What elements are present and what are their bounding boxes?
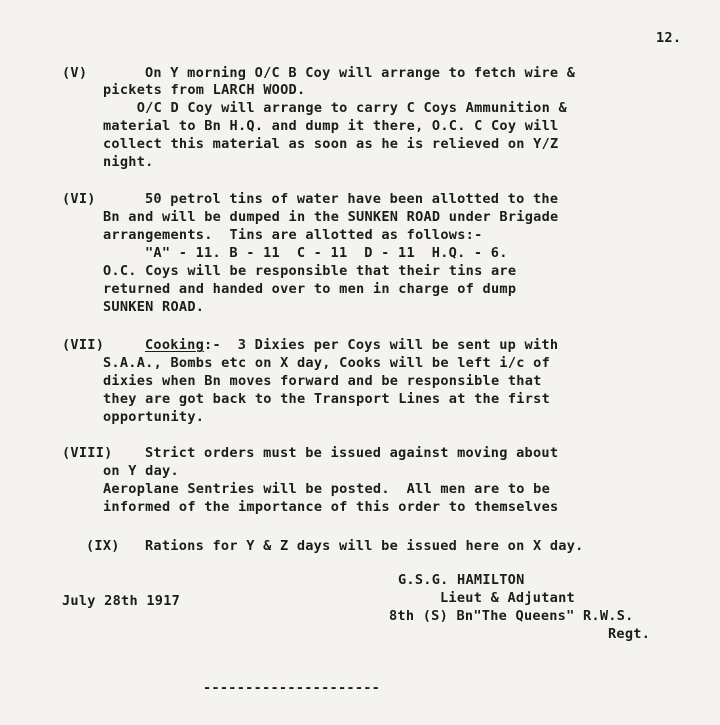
page-number: 12. xyxy=(656,30,682,46)
divider-line: --------------------- xyxy=(203,680,381,696)
signatory-rank: Lieut & Adjutant xyxy=(440,590,575,606)
paragraph-line: Rations for Y & Z days will be issued here on X day. xyxy=(145,538,584,554)
paragraph-line: S.A.A., Bombs etc on X day, Cooks will be left i/c of xyxy=(103,355,551,371)
signatory-name: G.S.G. HAMILTON xyxy=(398,572,525,588)
paragraph-line: dixies when Bn moves forward and be responsible that xyxy=(103,373,542,389)
cooking-heading: Cooking xyxy=(145,337,205,353)
paragraph-numeral: (VI) xyxy=(62,191,96,207)
paragraph-line: O.C. Coys will be responsible that their tins are xyxy=(103,263,517,279)
paragraph-line: on Y day. xyxy=(103,463,179,479)
signatory-unit: 8th (S) Bn"The Queens" R.W.S. xyxy=(389,608,634,624)
paragraph-line: Bn and will be dumped in the SUNKEN ROAD under Brigade xyxy=(103,209,559,225)
paragraph-line: 50 petrol tins of water have been allotted to the xyxy=(145,191,559,207)
paragraph-line: pickets from LARCH WOOD. xyxy=(103,82,306,98)
paragraph-line: Strict orders must be issued against moving about xyxy=(145,445,559,461)
paragraph-numeral: (V) xyxy=(62,65,88,81)
paragraph-line: SUNKEN ROAD. xyxy=(103,299,205,315)
paragraph-numeral: (VIII) xyxy=(62,445,113,461)
paragraph-line: night. xyxy=(103,154,154,170)
paragraph-line: they are got back to the Transport Lines at the first xyxy=(103,391,551,407)
paragraph-line: arrangements. Tins are allotted as follows:- xyxy=(103,227,483,243)
paragraph-line: Aeroplane Sentries will be posted. All men are to be xyxy=(103,481,551,497)
paragraph-line: :- 3 Dixies per Coys will be sent up with xyxy=(204,337,559,353)
signatory-unit-cont: Regt. xyxy=(608,626,651,642)
paragraph-line: collect this material as soon as he is relieved on Y/Z xyxy=(103,136,559,152)
paragraph-line: O/C D Coy will arrange to carry C Coys Ammunition & xyxy=(103,100,567,116)
document-date: July 28th 1917 xyxy=(62,593,181,609)
paragraph-line: On Y morning O/C B Coy will arrange to fetch wire & xyxy=(145,65,576,81)
paragraph-first-line xyxy=(145,336,558,354)
paragraph-numeral: (IX) xyxy=(86,538,120,554)
paragraph-line: returned and handed over to men in charge of dump xyxy=(103,281,517,297)
paragraph-line: informed of the importance of this order to themselves xyxy=(103,499,559,515)
paragraph-numeral: (VII) xyxy=(62,337,105,353)
paragraph-line: "A" - 11. B - 11 C - 11 D - 11 H.Q. - 6. xyxy=(145,245,508,261)
paragraph-line: material to Bn H.Q. and dump it there, O.C. C Coy will xyxy=(103,118,559,134)
paragraph-line: opportunity. xyxy=(103,409,205,425)
